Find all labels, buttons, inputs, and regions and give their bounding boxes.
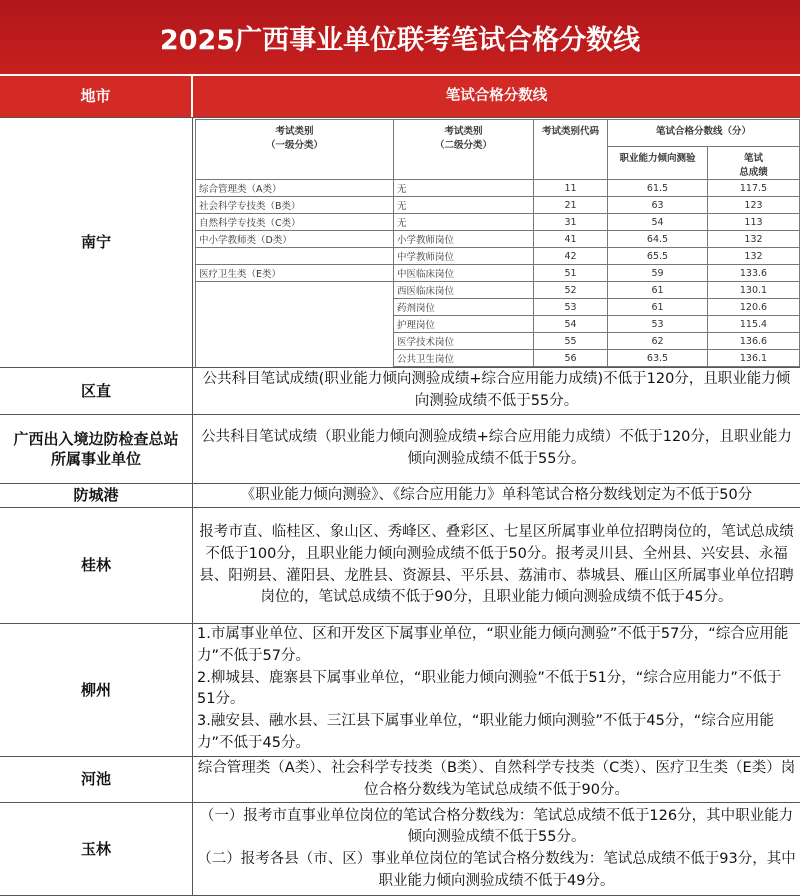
cell-cat1 bbox=[196, 350, 394, 367]
cell-cat1: 综合管理类（A类） bbox=[196, 180, 394, 197]
cell-apt: 65.5 bbox=[608, 248, 708, 265]
header-city: 地市 bbox=[0, 76, 193, 117]
score-rule: 综合管理类（A类）、社会科学专技类（B类）、自然科学专技类（C类）、医疗卫生类（E类）岗位合格分数线为笔试总成绩不低于90分。 bbox=[197, 759, 796, 798]
city-name: 防城港 bbox=[0, 484, 193, 507]
cell-cat1: 社会科学专技类（B类） bbox=[196, 197, 394, 214]
cell-cat2: 小学教师岗位 bbox=[394, 231, 534, 248]
table-row-city bbox=[0, 624, 800, 757]
table-row-city bbox=[0, 368, 800, 415]
head-score: 笔试合格分数线（分） bbox=[608, 120, 800, 147]
table-row bbox=[196, 316, 800, 333]
table-row bbox=[196, 180, 800, 197]
table-header bbox=[0, 76, 800, 118]
cell-cat2: 无 bbox=[394, 214, 534, 231]
table-row bbox=[196, 333, 800, 350]
head-cat1: 考试类别 （一级分类） bbox=[196, 120, 394, 180]
cell-apt: 59 bbox=[608, 265, 708, 282]
cell-cat1 bbox=[196, 248, 394, 265]
city-name: 柳州 bbox=[0, 624, 193, 756]
cell-cat2: 无 bbox=[394, 197, 534, 214]
cell-total: 133.6 bbox=[708, 265, 800, 282]
cell-apt: 63.5 bbox=[608, 350, 708, 367]
cell-cat2: 无 bbox=[394, 180, 534, 197]
rule-line: 2.柳城县、鹿寨县下属事业单位，“职业能力倾向测验”不低于51分，“综合应用能力”不低于51分。 bbox=[197, 669, 782, 708]
cell-code: 56 bbox=[534, 350, 608, 367]
table-row-city bbox=[0, 415, 800, 484]
cell-cat2: 护理岗位 bbox=[394, 316, 534, 333]
cell-total: 132 bbox=[708, 248, 800, 265]
city-name: 玉林 bbox=[0, 803, 193, 895]
cell-code: 41 bbox=[534, 231, 608, 248]
rule-line: 1.市属事业单位、区和开发区下属事业单位，“职业能力倾向测验”不低于57分，“综合应用能力”不低于57分。 bbox=[197, 626, 789, 664]
score-rule: 公共科目笔试成绩(职业能力倾向测验成绩+综合应用能力成绩)不低于120分，且职业能力倾向测验成绩不低于55分。 bbox=[202, 371, 791, 409]
cell-cat1 bbox=[196, 299, 394, 316]
nanning-subtable bbox=[193, 118, 800, 367]
score-rule: 报考市直、临桂区、象山区、秀峰区、叠彩区、七星区所属事业单位招聘岗位的，笔试总成绩不低于100分，且职业能力倾向测验成绩不低于50分。报考灵川县、全州县、兴安县、永福县、阳朔县、灌阳县、龙胜县、资源县、平乐县、荔浦市、恭城县、雁山区所属事业单位招聘岗位的，笔试总成绩不低于90分，且职业能力倾向测验成绩不低于45分。 bbox=[199, 524, 794, 606]
cell-cat1 bbox=[196, 333, 394, 350]
rule-line: （一）报考市直事业单位岗位的笔试合格分数线为：笔试总成绩不低于126分，其中职业能力倾向测验成绩不低于55分。 bbox=[199, 807, 794, 846]
score-rule: 公共科目笔试成绩（职业能力倾向测验成绩+综合应用能力成绩）不低于120分，且职业能力倾向测验成绩不低于55分。 bbox=[201, 429, 792, 467]
cell-cat2: 中学教师岗位 bbox=[394, 248, 534, 265]
rule-line: 3.融安县、融水县、三江县下属事业单位，“职业能力倾向测验”不低于45分，“综合应用能力”不低于45分。 bbox=[197, 713, 774, 751]
score-rule bbox=[193, 803, 800, 895]
table-row-city bbox=[0, 757, 800, 803]
cell-total: 117.5 bbox=[708, 180, 800, 197]
cell-code: 52 bbox=[534, 282, 608, 299]
table-row bbox=[196, 248, 800, 265]
head-code: 考试类别代码 bbox=[534, 120, 608, 180]
cell-total: 130.1 bbox=[708, 282, 800, 299]
rule-line: （二）报考各县（市、区）事业单位岗位的笔试合格分数线为：笔试总成绩不低于93分，其中职业能力倾向测验成绩不低于49分。 bbox=[197, 851, 796, 889]
cell-cat2: 药剂岗位 bbox=[394, 299, 534, 316]
cell-cat2: 公共卫生岗位 bbox=[394, 350, 534, 367]
cell-code: 31 bbox=[534, 214, 608, 231]
table-row bbox=[196, 197, 800, 214]
table-row bbox=[196, 350, 800, 367]
city-name: 河池 bbox=[0, 757, 193, 802]
cell-code: 55 bbox=[534, 333, 608, 350]
table-row-city bbox=[0, 508, 800, 624]
page-title: 2025广西事业单位联考笔试合格分数线 bbox=[0, 0, 800, 76]
table-row bbox=[196, 265, 800, 282]
cell-total: 115.4 bbox=[708, 316, 800, 333]
header-score: 笔试合格分数线 bbox=[445, 87, 548, 104]
cell-apt: 61 bbox=[608, 282, 708, 299]
city-name: 广西出入境边防检查总站 所属事业单位 bbox=[0, 415, 193, 483]
score-rule: 《职业能力倾向测验》、《综合应用能力》单科笔试合格分数线划定为不低于50分 bbox=[240, 486, 753, 503]
cell-apt: 61.5 bbox=[608, 180, 708, 197]
cell-cat1 bbox=[196, 316, 394, 333]
cell-code: 11 bbox=[534, 180, 608, 197]
cell-total: 132 bbox=[708, 231, 800, 248]
cell-cat1: 自然科学专技类（C类） bbox=[196, 214, 394, 231]
cell-cat2: 医学技术岗位 bbox=[394, 333, 534, 350]
head-cat2: 考试类别 （二级分类） bbox=[394, 120, 534, 180]
cell-cat2: 西医临床岗位 bbox=[394, 282, 534, 299]
cell-cat2: 中医临床岗位 bbox=[394, 265, 534, 282]
cell-code: 54 bbox=[534, 316, 608, 333]
city-name: 南宁 bbox=[0, 118, 193, 367]
table-row bbox=[196, 299, 800, 316]
table-row-nanning bbox=[0, 118, 800, 368]
cell-cat1: 医疗卫生类（E类） bbox=[196, 265, 394, 282]
cell-apt: 61 bbox=[608, 299, 708, 316]
head-aptitude: 职业能力倾向测验 bbox=[608, 146, 708, 179]
cell-apt: 64.5 bbox=[608, 231, 708, 248]
cell-code: 53 bbox=[534, 299, 608, 316]
cell-apt: 53 bbox=[608, 316, 708, 333]
cell-apt: 62 bbox=[608, 333, 708, 350]
cell-code: 51 bbox=[534, 265, 608, 282]
cell-cat1 bbox=[196, 282, 394, 299]
cell-apt: 63 bbox=[608, 197, 708, 214]
cell-total: 136.6 bbox=[708, 333, 800, 350]
cell-cat1: 中小学教师类（D类） bbox=[196, 231, 394, 248]
table-row bbox=[196, 231, 800, 248]
table-row bbox=[196, 214, 800, 231]
cell-total: 136.1 bbox=[708, 350, 800, 367]
cell-total: 113 bbox=[708, 214, 800, 231]
cell-total: 123 bbox=[708, 197, 800, 214]
score-rule bbox=[193, 624, 800, 756]
table-row-city bbox=[0, 803, 800, 896]
table-row-city bbox=[0, 484, 800, 508]
city-name: 区直 bbox=[0, 368, 193, 414]
cell-total: 120.6 bbox=[708, 299, 800, 316]
cell-code: 42 bbox=[534, 248, 608, 265]
cell-apt: 54 bbox=[608, 214, 708, 231]
city-name: 桂林 bbox=[0, 508, 193, 623]
table-row bbox=[196, 282, 800, 299]
cell-code: 21 bbox=[534, 197, 608, 214]
head-total: 笔试 总成绩 bbox=[708, 146, 800, 179]
